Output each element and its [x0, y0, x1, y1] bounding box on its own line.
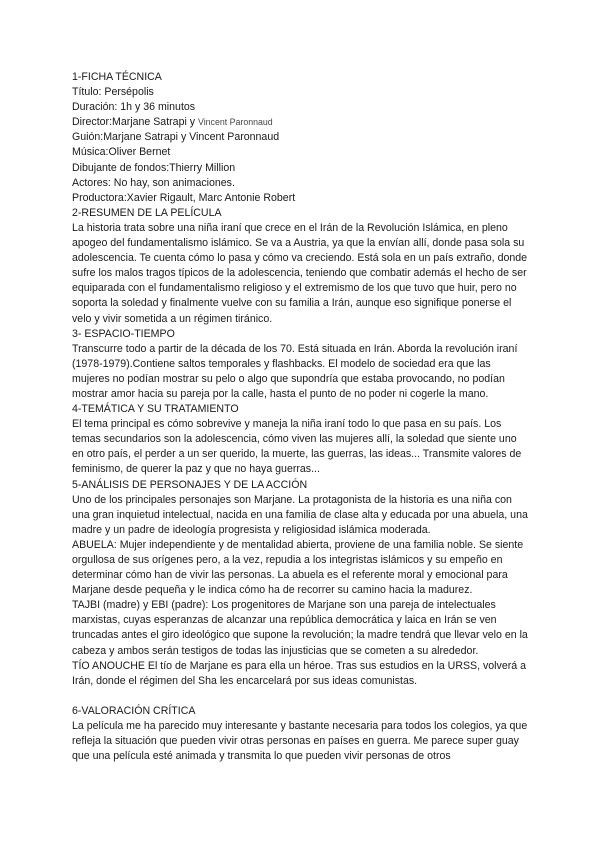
ficha-productora: Productora:Xavier Rigault, Marc Antonie Robert: [72, 191, 296, 204]
ficha-musica: Música:Oliver Bernet: [72, 146, 171, 159]
tematica-heading: 4-TEMÁTICA Y SU TRATAMIENTO: [72, 403, 239, 416]
analisis-tio: TÍO ANOUCHE El tío de Marjane es para ella un héroe. Tras sus estudios en la URSS, volverá a Irán, donde el régimen del Sha les encarcelará por sus ideas comunistas.: [72, 659, 526, 687]
resumen-text: La historia trata sobre una niña iraní que crece en el Irán de la Revolución Islámica, en pleno apogeo del fundamentalismo islámico. Se va a Austria, ya que la envían allí, donde pasa sola su adolescencia. Te cuenta cómo lo pasa y cómo va creciendo. Está sola en un país extraño, donde sufre los malos tragos típicos de la adolescencia, teniendo que combatir además el hecho de ser equiparada con el fundamentalismo religioso y el extremismo de los que tuvo que huir, pero no soporta la soledad y finalmente vuelve con su familia a Irán, aunque eso signifique ponerse el velo y vivir sometida a un régimen tiránico.: [72, 221, 528, 325]
ficha-duracion: Duración: 1h y 36 minutos: [72, 101, 196, 114]
ficha-dibujante: Dibujante de fondos:Thierry Million: [72, 161, 236, 174]
espacio-text: Transcurre todo a partir de la década de los 70. Está situada en Irán. Aborda la revolución iraní (1978-1979).Contiene saltos temporales y flashbacks. El modelo de sociedad era que las mujeres no podían mostrar su pelo o algo que supondría que estaba provocando, no podían mostrar amor hacia su pareja por la calle, hasta el punto de no poder ni cogerle la mano.: [72, 342, 518, 400]
resumen-section: [72, 206, 528, 327]
valoracion-text: La película me ha parecido muy interesante y bastante necesaria para todos los colegios, ya que refleja la situación que pueden vivir otras personas en países en guerra. Me parece super guay que una película esté animada y transmita lo que pueden vivir personas de otros: [72, 719, 528, 763]
ficha-director-second: Vincent Paronnaud: [198, 117, 273, 128]
analisis-section: [72, 478, 528, 689]
tematica-text: El tema principal es cómo sobrevive y maneja la niña iraní todo lo que pasa en su país. Los temas secundarios son la adolescencia, cómo viven las mujeres allí, la soledad que siente uno en otro país, el perder a un ser querido, la muerte, las guerras, las ideas... Transmite valores de feminismo, de querer la paz y que no haya guerras...: [72, 418, 522, 476]
valoracion-section: [72, 704, 528, 764]
espacio-heading: 3- ESPACIO-TIEMPO: [72, 327, 175, 340]
ficha-director: [72, 115, 528, 130]
resumen-heading: 2-RESUMEN DE LA PELÍCULA: [72, 206, 222, 219]
ficha-titulo: Título: Persépolis: [72, 86, 154, 99]
analisis-marjane: Uno de los principales personajes son Marjane. La protagonista de la historia es una niña con una gran inquietud intelectual, nacida en una familia de clase alta y educada por una abuela, una madre y un padre de ideología progresista y religiosidad islámica moderada.: [72, 493, 528, 536]
ficha-actores: Actores: No hay, son animaciones.: [72, 176, 235, 189]
analisis-padres: TAJBI (madre) y EBI (padre): Los progenitores de Marjane son una pareja de intelectuales marxistas, cuyas esperanzas de alcanzar una república democrática y laica en Irán se ven truncadas antes el giro ideológico que supone la revolución; la madre tendrá que llevar velo en la cabeza y ambos serán testigos de todas las injusticias que se cometen a su alrededor.: [72, 599, 528, 657]
ficha-heading: 1-FICHA TÉCNICA: [72, 71, 162, 83]
tematica-section: [72, 402, 528, 477]
ficha-tecnica-section: [72, 70, 528, 206]
section-spacer: [72, 689, 528, 704]
espacio-tiempo-section: [72, 327, 528, 402]
ficha-director-main: Director:Marjane Satrapi y: [72, 116, 198, 129]
valoracion-heading: 6-VALORACIÓN CRÍTICA: [72, 704, 196, 717]
ficha-guion: Guión:Marjane Satrapi y Vincent Paronnaud: [72, 131, 280, 144]
analisis-abuela: ABUELA: Mujer independiente y de mentalidad abierta, proviene de una familia noble. Se siente orgullosa de sus orígenes pero, a la vez, repudia a los integristas islámicos y su empeño en determinar cómo han de vivir las personas. La abuela es el referente moral y emocional para Marjane desde pequeña y le indica cómo ha de recorrer su camino hacia la madurez.: [72, 538, 524, 597]
analisis-heading: 5-ANÁLISIS DE PERSONAJES Y DE LA ACCIÓN: [72, 478, 308, 491]
